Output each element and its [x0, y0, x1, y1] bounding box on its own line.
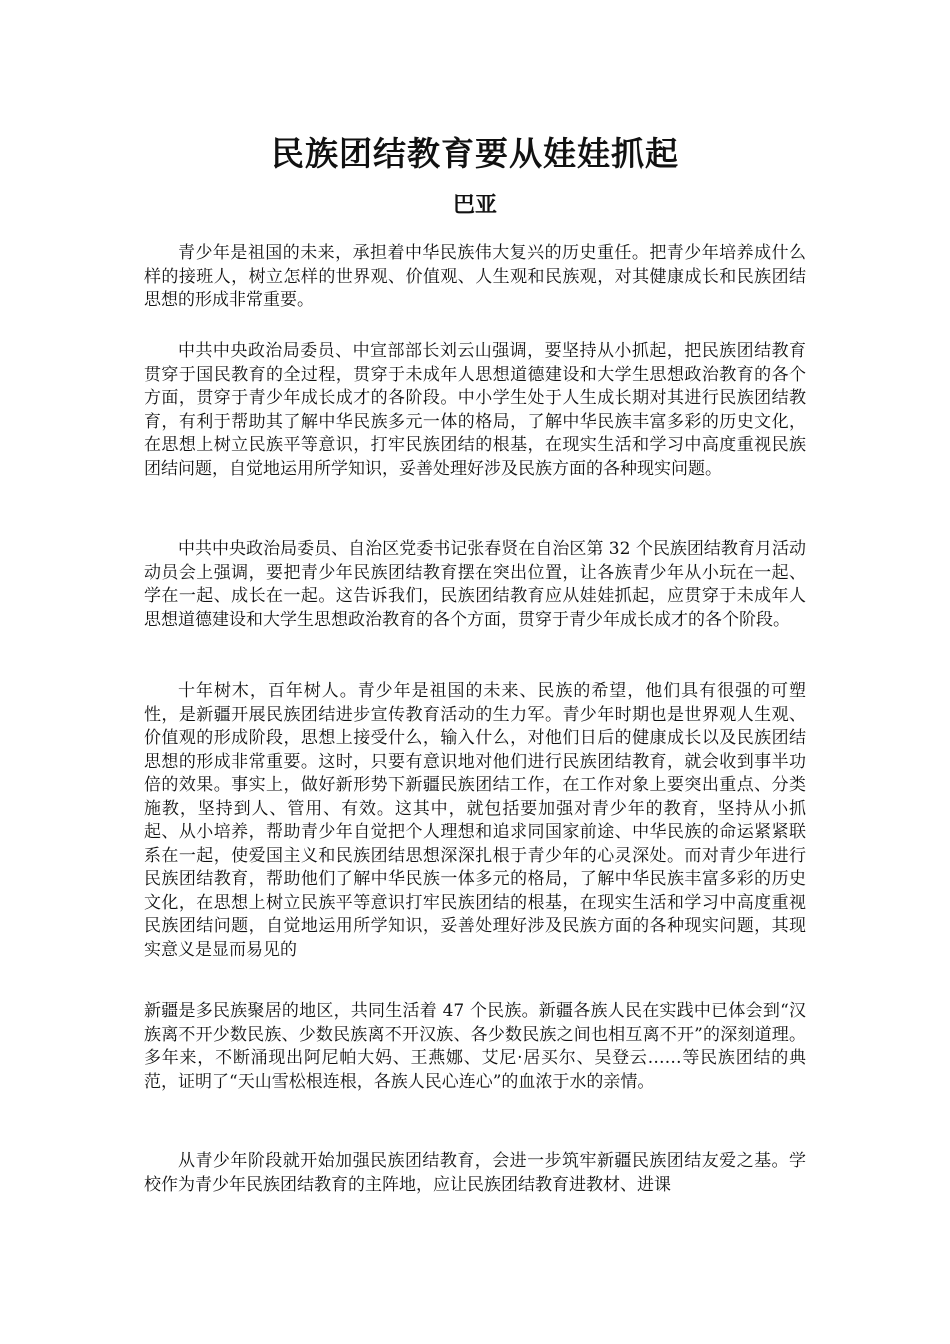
paragraph-1: 青少年是祖国的未来，承担着中华民族伟大复兴的历史重任。把青少年培养成什么样的接班人，树立怎样的世界观、价值观、人生观和民族观，对其健康成长和民族团结思想的形成非常重要。: [144, 243, 806, 310]
paragraph-6: 从青少年阶段就开始加强民族团结教育，会进一步筑牢新疆民族团结友爱之基。学校作为青少年民族团结教育的主阵地，应让民族团结教育进教材、进课: [144, 1151, 806, 1195]
paragraph-4: 十年树木，百年树人。青少年是祖国的未来、民族的希望，他们具有很强的可塑性，是新疆开展民族团结进步宣传教育活动的生力军。青少年时期也是世界观人生观、价值观的形成阶段，思想上接受什么，输入什么，对他们日后的健康成长以及民族团结思想的形成非常重要。这时，只要有意识地对他们进行民族团结教育，就会收到事半功倍的效果。事实上，做好新形势下新疆民族团结工作，在工作对象上要突出重点、分类施教，坚持到人、管用、有效。这其中，就包括要加强对青少年的教育，坚持从小抓起、从小培养，帮助青少年自觉把个人理想和追求同国家前途、中华民族的命运紧紧联系在一起，使爱国主义和民族团结思想深深扎根于青少年的心灵深处。而对青少年进行民族团结教育，帮助他们了解中华民族一体多元的格局，了解中华民族丰富多彩的历史文化，在思想上树立民族平等意识打牢民族团结的根基，在现实生活和学习中高度重视民族团结问题，自觉地运用所学知识，妥善处理好涉及民族方面的各种现实问题，其现实意义是显而易见的: [144, 681, 806, 960]
paragraph-5: 新疆是多民族聚居的地区，共同生活着 47 个民族。新疆各族人民在实践中已体会到“汉族离不开少数民族、少数民族离不开汉族、各少数民族之间也相互离不开”的深刻道理。多年来，不断涌现出阿尼帕大妈、王燕娜、艾尼·居买尔、吴登云……等民族团结的典范，证明了“天山雪松根连根，各族人民心连心”的血浓于水的亲情。: [144, 1001, 806, 1092]
document-author: 巴亚: [452, 193, 497, 218]
document-title: 民族团结教育要从娃娃抓起: [271, 134, 679, 173]
paragraph-2: 中共中央政治局委员、中宣部部长刘云山强调，要坚持从小抓起，把民族团结教育贯穿于国民教育的全过程，贯穿于未成年人思想道德建设和大学生思想政治教育的各个方面，贯穿于青少年成长成才的各阶段。中小学生处于人生成长期对其进行民族团结教育，有利于帮助其了解中华民族多元一体的格局，了解中华民族丰富多彩的历史文化，在思想上树立民族平等意识，打牢民族团结的根基，在现实生活和学习中高度重视民族团结问题，自觉地运用所学知识，妥善处理好涉及民族方面的各种现实问题。: [144, 341, 806, 479]
paragraph-3: 中共中央政治局委员、自治区党委书记张春贤在自治区第 32 个民族团结教育月活动动员会上强调，要把青少年民族团结教育摆在突出位置，让各族青少年从小玩在一起、学在一起、成长在一起。这告诉我们，民族团结教育应从娃娃抓起，应贯穿于未成年人思想道德建设和大学生思想政治教育的各个方面，贯穿于青少年成长成才的各个阶段。: [144, 539, 806, 630]
